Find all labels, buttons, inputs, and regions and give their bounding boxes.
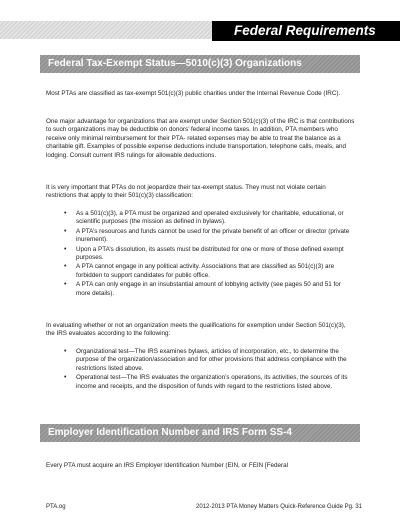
list-item: • Upon a PTA’s dissolution, its assets must be distributed for one or more of those defined exempt purposes. <box>64 245 344 262</box>
bullet-icon: • <box>64 210 67 217</box>
list-item: • As a 501(c)(3), a PTA must be organized and operated exclusively for charitable, educational, or scientific purposes (the mission as defined in bylaws). <box>64 210 344 226</box>
tests-list-wrap <box>46 348 356 392</box>
section-heading-tax-exempt: Federal Tax-Exempt Status—5010(c)(3) Organizations <box>40 55 360 73</box>
list-item: • A PTA’s resources and funds cannot be used for the private benefit of an officer or director (private inurement). <box>64 227 350 244</box>
paragraph-text: Most PTAs are classified as tax-exempt 501(c)(3) public charities under the Internal Revenue Code (IRC). <box>46 90 341 97</box>
restrictions-list <box>46 210 356 298</box>
paragraph-text: In evaluating whether or not an organization meets the qualifications for exemption under Section 501(c)(3), the IRS evaluates according to the following: <box>46 322 346 338</box>
paragraph-text: Every PTA must acquire an IRS Employer Identification Number (EIN, or FEIN [Federal <box>46 462 289 469</box>
paragraph-evaluation <box>46 322 356 339</box>
bullet-icon: • <box>64 374 67 382</box>
bullet-icon: • <box>64 227 67 235</box>
restrictions-list-wrap <box>46 210 356 299</box>
page-title: Federal Requirements <box>212 21 400 41</box>
list-item: • Organizational test—The IRS examines bylaws, articles of incorporation, etc., to determine the purpose of the organization/association and for other provisions that address compliance with the restrictions listed above. <box>64 348 347 372</box>
bullet-icon: • <box>64 245 67 253</box>
section-heading-ein: Employer Identification Number and IRS Form SS-4 <box>40 424 360 442</box>
list-item: • Operational test—The IRS evaluates the organization’s operations, its activities, the sources of its income and receipts, and the disposition of funds with regard to the restrictions listed above. <box>64 374 348 390</box>
paragraph-advantage <box>46 118 356 160</box>
paragraph-text: One major advantage for organizations that are exempt under Section 501(c)(3) of the IRC is that contributions to such organizations may be deductible on donors’ federal income taxes. In addition, PTA members who receive only minimal reimbursement for their PTA- related expenses may be able to treat the balance as a charitable gift. Examples of possible expense deductions include transportation, telephone calls, meals, and lodging. Consult current IRS rulings for allowable deductions. <box>46 118 355 159</box>
paragraph-restrictions <box>46 184 356 201</box>
footer-page-info: 2012-2013 PTA Money Matters Quick-Reference Guide Pg. 31 <box>196 504 362 510</box>
paragraph-intro <box>46 90 356 98</box>
footer-website: PTA.og <box>46 504 66 510</box>
tests-list <box>46 348 356 391</box>
bullet-icon: • <box>64 281 67 289</box>
list-item: • A PTA can only engage in an insubstantial amount of lobbying activity (see pages 50 and 51 for more details). <box>64 281 341 297</box>
paragraph-ein <box>46 462 356 470</box>
bullet-icon: • <box>64 348 67 355</box>
bullet-icon: • <box>64 263 67 271</box>
list-item: • A PTA cannot engage in any political activity. Associations that are classified as 501(c)(3) are forbidden to support candidates for public office. <box>64 263 335 279</box>
paragraph-text: It is very important that PTAs do not jeopardize their tax-exempt status. They must not violate certain restrictions that apply to their 501(c)(3) classification: <box>46 184 326 200</box>
